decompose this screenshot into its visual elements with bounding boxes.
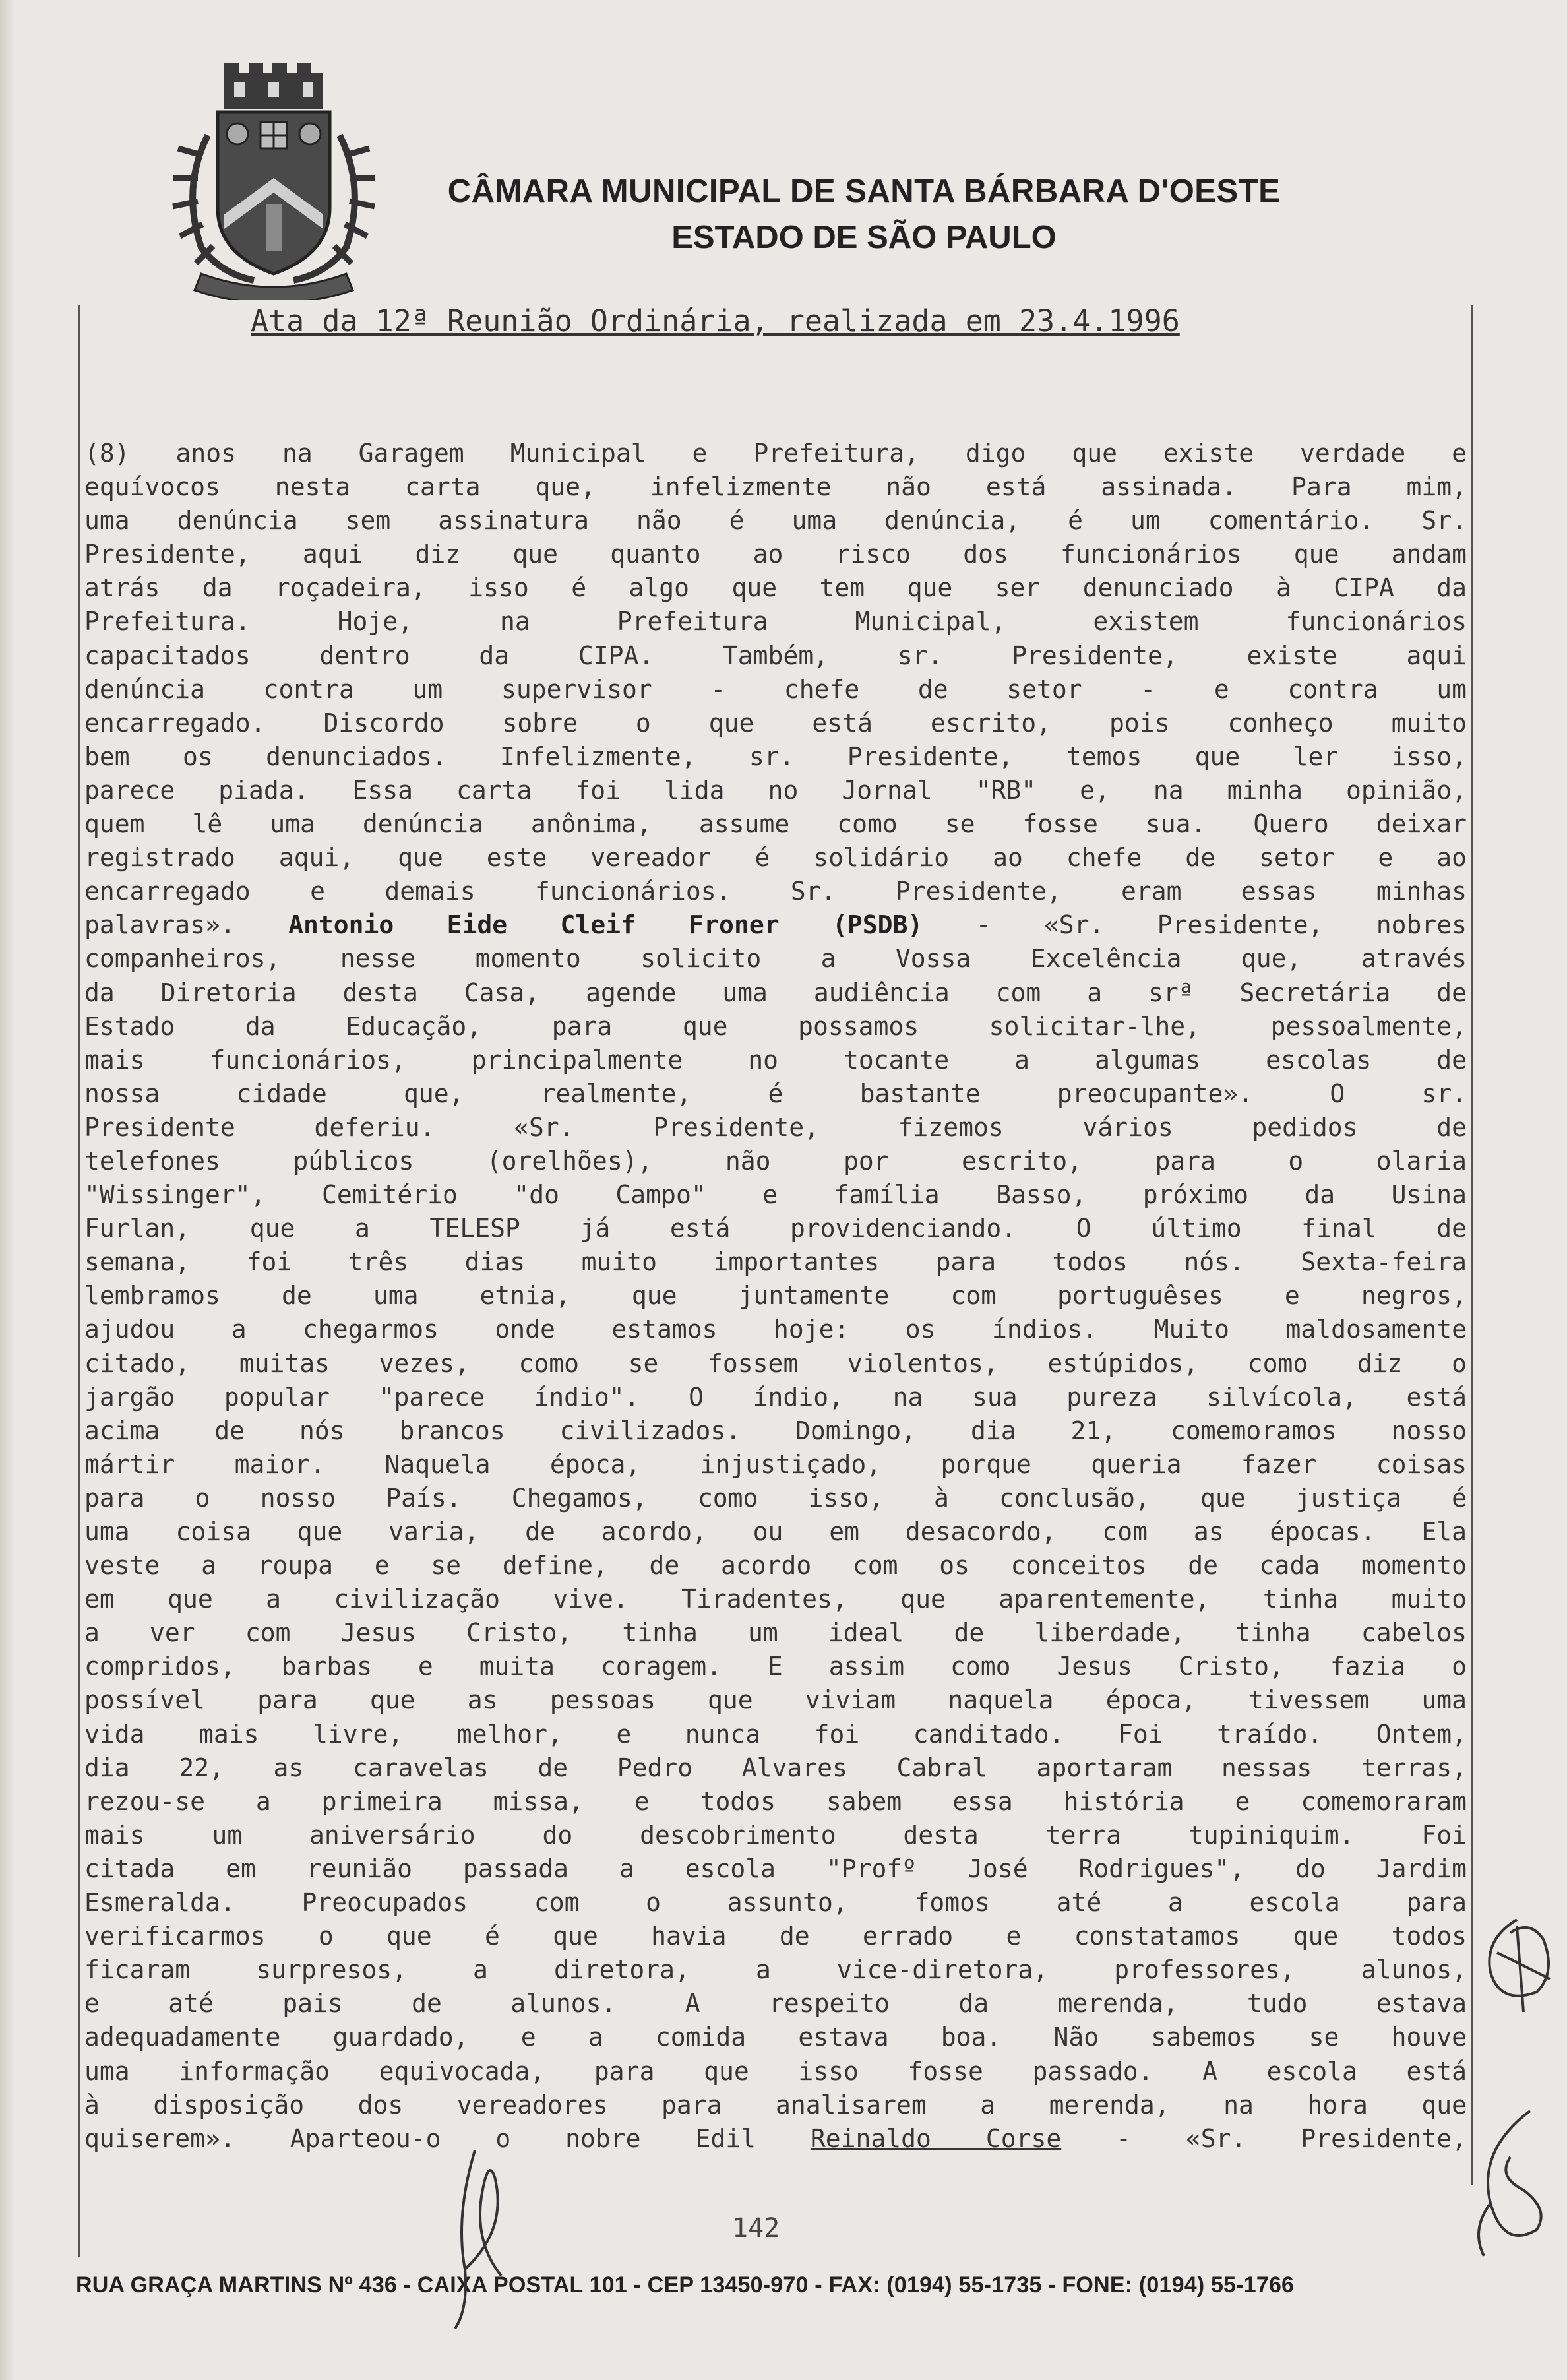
text-line: citada em reunião passada a escola "Profº José Rodrigues", do Jardim: [84, 1854, 1467, 1883]
signature-initials-margin-top: [1471, 1913, 1563, 2019]
margin-rule-right: [1471, 305, 1473, 2185]
text-line: adequadamente guardado, e a comida estava boa. Não sabemos se houve: [84, 2022, 1467, 2052]
text-line: jargão popular "parece índio". O índio, na sua pureza silvícola, está: [84, 1382, 1467, 1412]
text-line: da Diretoria desta Casa, agende uma audiência com a srª Secretária de: [84, 978, 1467, 1007]
text-line: dia 22, as caravelas de Pedro Alvares Cabral aportaram nessas terras,: [84, 1753, 1467, 1782]
text-line: vida mais livre, melhor, e nunca foi canditado. Foi traído. Ontem,: [84, 1719, 1467, 1749]
signature-initials-bottom: [429, 2137, 534, 2335]
municipal-coat-of-arms-icon: [162, 56, 386, 300]
text-line: rezou-se a primeira missa, e todos sabem essa história e comemoraram: [84, 1786, 1467, 1816]
text-line: a ver com Jesus Cristo, tinha um ideal de liberdade, tinha cabelos: [84, 1618, 1467, 1648]
text-line-speaker: [84, 2122, 1467, 2156]
text-line: parece piada. Essa carta foi lida no Jornal "RB" e, na minha opinião,: [84, 775, 1467, 805]
text-line: para o nosso País. Chegamos, como isso, à conclusão, que justiça é: [84, 1483, 1467, 1513]
state-name: ESTADO DE SÃO PAULO: [671, 220, 1057, 255]
text-line: bem os denunciados. Infelizmente, sr. Presidente, temos que ler isso,: [84, 741, 1467, 771]
text-line: companheiros, nesse momento solicito a Vossa Excelência que, através: [84, 944, 1467, 974]
page-number: 142: [732, 2213, 780, 2243]
text-line: uma coisa que varia, de acordo, ou em desacordo, com as épocas. Ela: [84, 1517, 1467, 1546]
line-text: quiserem». Aparteou-o o nobre Edil: [84, 2123, 811, 2153]
text-line: possível para que as pessoas que viviam naquela época, tivessem uma: [84, 1685, 1467, 1715]
text-line: semana, foi três dias muito importantes para todos nós. Sexta-feira: [84, 1247, 1467, 1277]
text-line: Esmeralda. Preocupados com o assunto, fomos até a escola para: [84, 1888, 1467, 1918]
text-line: mais funcionários, principalmente no tocante a algumas escolas de: [84, 1045, 1467, 1075]
margin-rule-left: [78, 305, 80, 2257]
text-line: denúncia contra um supervisor - chefe de setor - e contra um: [84, 674, 1467, 704]
text-line: ficaram surpresos, a diretora, a vice-diretora, professores, alunos,: [84, 1955, 1467, 1985]
text-line-speaker: [84, 908, 1467, 942]
text-line: ajudou a chegarmos onde estamos hoje: os índios. Muito maldosamente: [84, 1315, 1467, 1344]
minutes-title: Ata da 12ª Reunião Ordinária, realizada em 23.4.1996: [251, 303, 1180, 338]
text-line: Presidente deferiu. «Sr. Presidente, fizemos vários pedidos de: [84, 1112, 1467, 1142]
text-line: Prefeitura. Hoje, na Prefeitura Municipal, existem funcionários: [84, 607, 1467, 637]
minutes-body: [84, 437, 1467, 2156]
text-line: uma informação equivocada, para que isso fosse passado. A escola está: [84, 2056, 1467, 2086]
text-line: uma denúncia sem assinatura não é uma denúncia, é um comentário. Sr.: [84, 506, 1467, 536]
chamber-name: CÂMARA MUNICIPAL DE SANTA BÁRBARA D'OESTE: [447, 173, 1281, 209]
text-line: "Wissinger", Cemitério "do Campo" e família Basso, próximo da Usina: [84, 1180, 1467, 1210]
text-line: nossa cidade que, realmente, é bastante preocupante». O sr.: [84, 1079, 1467, 1108]
letterhead: [369, 173, 1359, 256]
line-text: - «Sr. Presidente,: [1061, 2123, 1467, 2153]
text-line: citado, muitas vezes, como se fossem violentos, estúpidos, como diz o: [84, 1348, 1467, 1378]
signature-initials-margin-bottom: [1451, 2098, 1556, 2269]
speaker-name: Antonio Eide Cleif Froner (PSDB): [288, 910, 923, 940]
text-line: acima de nós brancos civilizados. Domingo, dia 21, comemoramos nosso: [84, 1416, 1467, 1445]
text-line: telefones públicos (orelhões), não por escrito, para o olaria: [84, 1146, 1467, 1175]
text-line: Presidente, aqui diz que quanto ao risco dos funcionários que andam: [84, 540, 1467, 569]
text-line: encarregado e demais funcionários. Sr. Presidente, eram essas minhas: [84, 877, 1467, 906]
speaker-name: Reinaldo Corse: [810, 2123, 1062, 2153]
text-line: (8) anos na Garagem Municipal e Prefeitura, digo que existe verdade e: [84, 439, 1467, 468]
text-line: mártir maior. Naquela época, injustiçado, porque queria fazer coisas: [84, 1449, 1467, 1479]
page-edge-shadow: [0, 0, 15, 2380]
text-line: verificarmos o que é que havia de errado e constatamos que todos: [84, 1922, 1467, 1951]
text-line: encarregado. Discordo sobre o que está escrito, pois conheço muito: [84, 708, 1467, 737]
text-line: veste a roupa e se define, de acordo com os conceitos de cada momento: [84, 1551, 1467, 1581]
text-line: equívocos nesta carta que, infelizmente não está assinada. Para mim,: [84, 472, 1467, 502]
text-line: Furlan, que a TELESP já está providenciando. O último final de: [84, 1214, 1467, 1243]
text-line: atrás da roçadeira, isso é algo que tem que ser denunciado à CIPA da: [84, 573, 1467, 603]
text-line: em que a civilização vive. Tiradentes, que aparentemente, tinha muito: [84, 1584, 1467, 1614]
text-line: registrado aqui, que este vereador é solidário ao chefe de setor e ao: [84, 843, 1467, 873]
letterhead-footer: RUA GRAÇA MARTINS Nº 436 - CAIXA POSTAL 101 - CEP 13450-970 - FAX: (0194) 55-1735 - FONE: (0194) 55-1766: [76, 2272, 1295, 2298]
text-line: Estado da Educação, para que possamos solicitar-lhe, pessoalmente,: [84, 1011, 1467, 1041]
line-text: palavras».: [84, 910, 289, 940]
text-line: quem lê uma denúncia anônima, assume como se fosse sua. Quero deixar: [84, 809, 1467, 839]
text-line: e até pais de alunos. A respeito da merenda, tudo estava: [84, 1989, 1467, 2019]
line-text: - «Sr. Presidente, nobres: [923, 910, 1467, 940]
text-line: lembramos de uma etnia, que juntamente com portuguêses e negros,: [84, 1281, 1467, 1311]
text-line: à disposição dos vereadores para analisarem a merenda, na hora que: [84, 2090, 1467, 2119]
text-line: compridos, barbas e muita coragem. E assim como Jesus Cristo, fazia o: [84, 1652, 1467, 1681]
text-line: mais um aniversário do descobrimento desta terra tupiniquim. Foi: [84, 1820, 1467, 1850]
text-line: capacitados dentro da CIPA. Também, sr. Presidente, existe aqui: [84, 641, 1467, 670]
